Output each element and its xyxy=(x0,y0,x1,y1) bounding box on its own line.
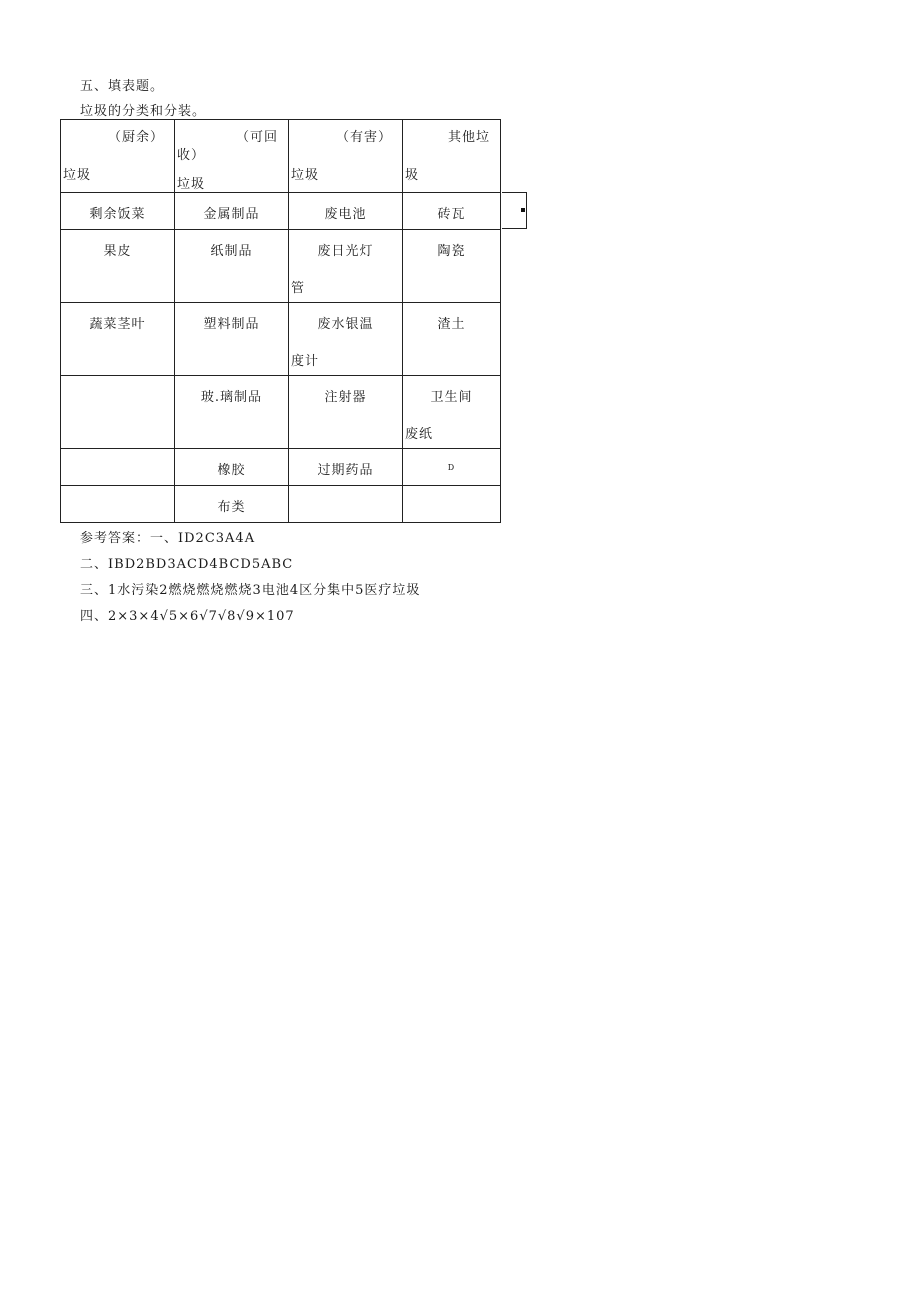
cell-text: D xyxy=(447,463,456,472)
table-cell xyxy=(175,486,289,523)
cell-text: 金属制品 xyxy=(203,207,260,222)
table-cell xyxy=(175,376,289,449)
cell-text: 废日光灯 xyxy=(317,244,374,259)
answer-line-4: 四、2×3×4√5×6√7√8√9×107 xyxy=(80,609,295,624)
table-cell xyxy=(61,449,175,486)
cell-text: 陶瓷 xyxy=(437,244,466,259)
table-cell xyxy=(61,376,175,449)
cell-text: 卫生间 xyxy=(430,390,473,405)
cell-text: 过期药品 xyxy=(317,463,374,478)
cell-text: 废纸 xyxy=(405,427,434,442)
bullet-dot xyxy=(521,208,525,212)
section-title: 五、填表题。 xyxy=(80,79,165,94)
table-row xyxy=(61,486,501,523)
header-line: 垃圾 xyxy=(177,177,206,192)
cell-text: 剩余饭菜 xyxy=(89,207,146,222)
table-header-row xyxy=(61,120,501,193)
cell-text: 玻.璃制品 xyxy=(200,390,263,405)
cell-text: 废水银温 xyxy=(317,317,374,332)
cell-text: 布类 xyxy=(217,500,246,515)
table-row xyxy=(61,303,501,376)
header-hazardous xyxy=(289,120,403,193)
table-edge-mark xyxy=(502,192,527,229)
answer-line-2: 二、IBD2BD3ACD4BCD5ABC xyxy=(80,557,294,572)
table-cell xyxy=(289,486,403,523)
header-line: 垃圾 xyxy=(63,168,92,183)
table-cell xyxy=(289,376,403,449)
table-row xyxy=(61,449,501,486)
header-line: 圾 xyxy=(405,168,420,183)
table-cell xyxy=(175,303,289,376)
answer-line-1: 参考答案：一、ID2C3A4A xyxy=(80,531,256,546)
table-cell xyxy=(403,193,501,230)
cell-text: 果皮 xyxy=(103,244,132,259)
cell-text: 蔬菜茎叶 xyxy=(89,317,146,332)
question-prompt: 垃圾的分类和分装。 xyxy=(80,104,207,119)
table-cell xyxy=(289,230,403,303)
table-cell xyxy=(403,303,501,376)
table-cell xyxy=(403,376,501,449)
table-row xyxy=(61,193,501,230)
table-cell xyxy=(61,303,175,376)
table-cell xyxy=(289,449,403,486)
table-cell xyxy=(403,230,501,303)
header-line: （可回 xyxy=(235,130,278,145)
table-row xyxy=(61,230,501,303)
table-cell xyxy=(289,193,403,230)
header-line: 垃圾 xyxy=(291,168,320,183)
cell-text: 废电池 xyxy=(324,207,367,222)
cell-text: 纸制品 xyxy=(210,244,253,259)
table-cell xyxy=(175,449,289,486)
cell-text: 橡胶 xyxy=(217,463,246,478)
cell-text: 注射器 xyxy=(324,390,367,405)
table-cell xyxy=(403,486,501,523)
header-line: （厨余） xyxy=(107,130,164,145)
table-cell xyxy=(175,193,289,230)
answer-line-3: 三、1水污染2燃烧燃烧燃烧3电池4区分集中5医疗垃圾 xyxy=(80,583,421,598)
table-cell xyxy=(61,230,175,303)
cell-text: 度计 xyxy=(291,354,320,369)
header-other xyxy=(403,120,501,193)
table-cell xyxy=(61,486,175,523)
table-cell xyxy=(289,303,403,376)
header-line: 收） xyxy=(177,148,206,163)
cell-text: 渣土 xyxy=(437,317,466,332)
header-line: 其他垃 xyxy=(447,130,490,145)
garbage-classification-table xyxy=(60,119,501,523)
header-line: （有害） xyxy=(335,130,392,145)
table-cell xyxy=(61,193,175,230)
cell-text: 管 xyxy=(291,281,306,296)
table-cell xyxy=(175,230,289,303)
header-kitchen-waste xyxy=(61,120,175,193)
table-cell xyxy=(403,449,501,486)
table-row xyxy=(61,376,501,449)
cell-text: 塑料制品 xyxy=(203,317,260,332)
cell-text: 砖瓦 xyxy=(437,207,466,222)
header-recyclable xyxy=(175,120,289,193)
